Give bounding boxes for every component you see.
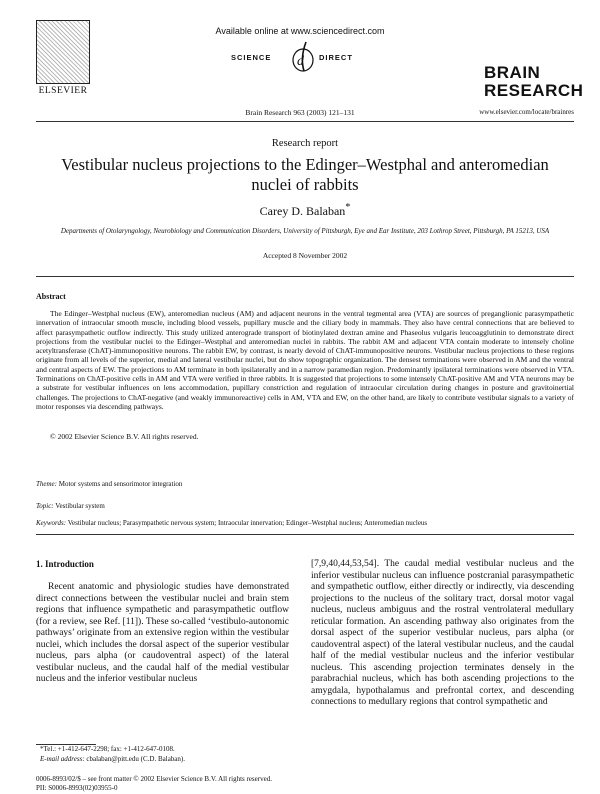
body-right-column: [7,9,40,44,53,54]. The caudal medial vestibular nucleus and the inferior vestibular nucleus can influence postcranial parasympathetic and sympathetic outflow, either directly or indirectly, via descending projections to the nucleus of the solitary tract, dorsal motor vagal nucleus, nucleus ambiguus and the rostral ventrolateral medullary reticular formation. An ascending pathway also originates from the dorsal aspect of the superior vestibular nucleus, pars alpha (or caudoventral aspect) of the lateral vestibular nucleus, and the caudal half of the medial vestibular nucleus and the inferior vestibular nucleus. This ascending projection terminates densely in the parabrachial nucleus, which has both ascending projections to the amygdala, hypothalamus and prefrontal cortex, and descending connections to medullary regions that control sympathetic and	[311, 559, 574, 707]
copyright-line: © 2002 Elsevier Science B.V. All rights reserved.	[50, 432, 199, 441]
sciencedirect-logo	[213, 38, 393, 78]
issn-line: 0006-8993/02/$ – see front matter © 2002 Elsevier Science B.V. All rights reserved.	[36, 775, 272, 783]
author-name: Carey D. Balaban	[259, 204, 346, 218]
journal-name-line1: BRAIN	[484, 63, 541, 82]
sd-left-text: SCIENCE	[231, 53, 272, 62]
svg-text:d: d	[297, 54, 304, 69]
available-online-text: Available online at www.sciencedirect.com	[215, 26, 385, 36]
keywords-value: Vestibular nucleus; Parasympathetic nervous system; Intraocular innervation; Edinger–Westphal nucleus; Anteromedian nucleus	[67, 519, 428, 527]
affiliation: Departments of Otolaryngology, Neurobiology and Communication Disorders, University of Pittsburgh, Eye and Ear Institute, 203 Lothrop Street, Pittsburgh, PA 15213, USA	[60, 227, 550, 235]
article-type: Research report	[271, 138, 339, 149]
section-heading: 1. Introduction	[36, 559, 94, 569]
elsevier-logo	[36, 20, 90, 98]
accepted-date: Accepted 8 November 2002	[262, 251, 348, 260]
abstract-bottom-divider	[36, 534, 574, 535]
header-divider	[36, 121, 574, 122]
abstract-text: The Edinger–Westphal nucleus (EW), anteromedian nucleus (AM) and adjacent neurons in the ventral tegmental area (VTA) are sources of preganglionic parasympathetic innervation of intraocular smooth muscle, including blood vessels, pupillary muscle and the ciliary body in mammals. They also have central connections that are believed to affect parasympathetic outflow indirectly. This study utilized anterograde transport of biotinylated dextran amine and Phaseolus vulgaris leucoagglutinin to demonstrate direct projections from the vestibular nuclei to the Edinger–Westphal and anteromedian nuclei in rabbits. The rabbit AM and adjacent VTA contain moderate to intensely choline acetyltransferase (ChAT)-immunopositive neurons. The rabbit EW, by contrast, is nearly devoid of ChAT-immunopositive neurons. Vestibular nucleus projections to these regions originate from all levels of the superior, medial and lateral vestibular nuclei, but do show topographic organization. The densest terminations were observed in AM and the ventral and central aspects of EW. The projections to AM terminate in both ipsilaterally and in a narrow paramedian region. Predominantly ipsilateral terminations were observed in VTA. Terminations on ChAT-positive cells in AM and VTA were verified in three rabbits. It is suggested that projections to some intensely ChAT-positive AM and VTA neurons may be a substrate for vestibular influences on lens accommodation, pupillary constriction and regulation of intraocular circulation during changes in posture and gravitoinertial challenges. The projections to ChAT-negative (and weakly immunoreactive) cells in AM, VTA and EW, on the other hand, are likely to contribute vestibular signals to a variety of motor responses via descending pathways.	[36, 309, 574, 411]
theme-label: Theme:	[36, 480, 57, 488]
bottom-info	[36, 775, 272, 793]
topic-value: Vestibular system	[55, 502, 105, 510]
footnote-email	[40, 755, 185, 763]
keywords-label: Keywords:	[36, 519, 67, 527]
topic-label: Topic:	[36, 502, 54, 510]
journal-logo	[484, 63, 584, 100]
author-line	[36, 202, 574, 219]
author-mark: *	[345, 202, 351, 213]
article-title: Vestibular nucleus projections to the Edinger–Westphal and anteromedian nuclei of rabbits	[61, 155, 549, 194]
email-label: E-mail address:	[40, 755, 85, 763]
theme-line	[36, 480, 182, 488]
journal-reference: Brain Research 963 (2003) 121–131	[245, 108, 355, 117]
email-address[interactable]: cbalaban@pitt.edu (C.D. Balaban).	[86, 755, 185, 763]
keywords-line	[36, 519, 574, 527]
elsevier-tree-icon	[36, 20, 90, 84]
theme-value: Motor systems and sensorimotor integration	[58, 480, 183, 488]
abstract-top-divider	[36, 276, 574, 277]
abstract-heading: Abstract	[36, 292, 66, 301]
topic-line	[36, 502, 105, 510]
footnote-contact: *Tel.: +1-412-647-2298; fax: +1-412-647-0108.	[40, 745, 175, 753]
sciencedirect-d-icon	[290, 38, 316, 76]
journal-url[interactable]: www.elsevier.com/locate/brainres	[479, 108, 574, 116]
sd-right-text: DIRECT	[319, 53, 353, 62]
pii-line: PII: S0006-8993(02)03955-0	[36, 784, 118, 792]
publisher-name: ELSEVIER	[38, 86, 88, 96]
journal-name-line2: RESEARCH	[484, 81, 584, 100]
body-left-column: Recent anatomic and physiologic studies have demonstrated direct connections between the vestibular nuclei and brain stem regions that influence sympathetic and parasympathetic outflow (for a review, see Ref. [11]). These so-called ‘vestibulo-autonomic pathways’ originate from an extensive region within the vestibular nuclei, which includes the dorsal aspect of the superior vestibular nucleus, pars alpha (or caudoventral aspect) of the lateral vestibular nucleus, and the caudal half of the medial vestibular nucleus and the inferior vestibular nucleus	[36, 582, 289, 684]
